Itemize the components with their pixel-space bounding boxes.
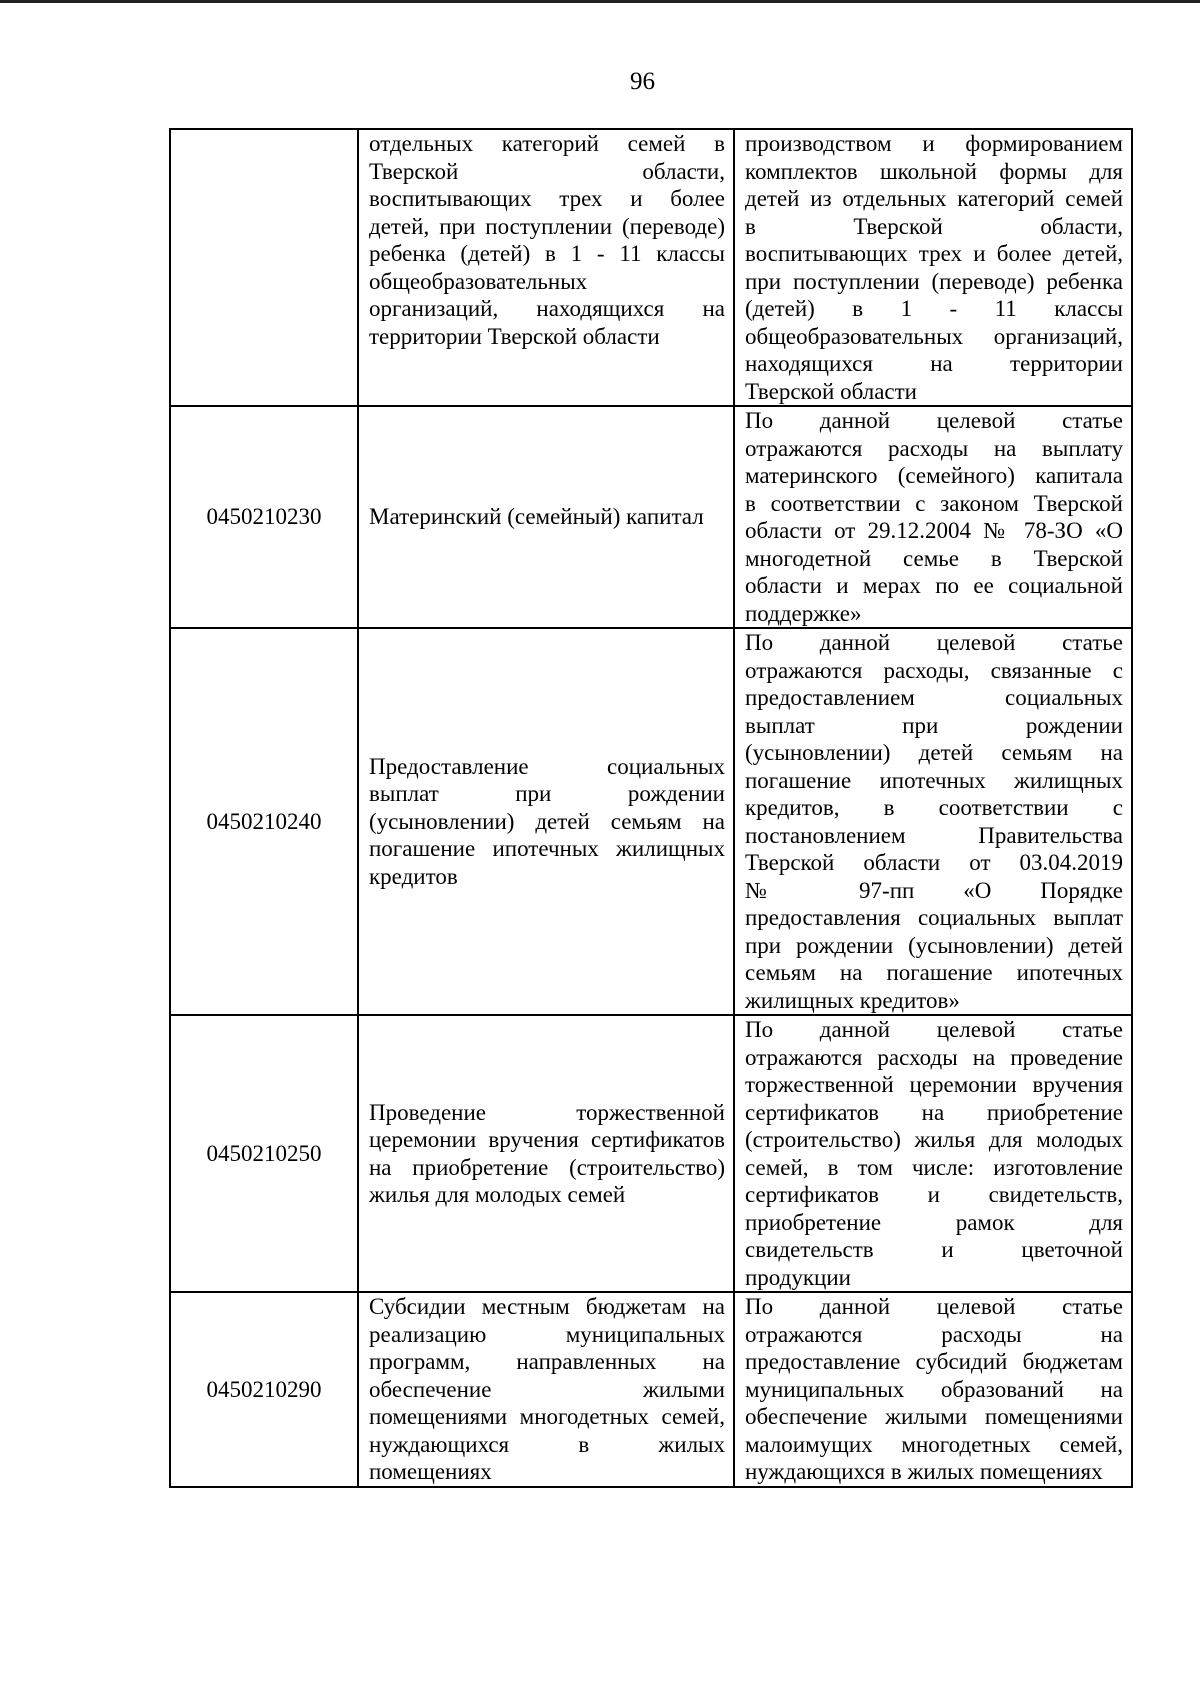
- description-line: (усыновлении) детей семьям на: [745, 740, 1123, 765]
- target-article-code: 0450210250: [170, 1015, 358, 1292]
- description-line: погашение ипотечных жилищных: [745, 767, 1123, 793]
- table-row: [170, 1015, 1132, 1292]
- table-row: [170, 1292, 1132, 1487]
- description-line: отражаются расходы, связанные с: [745, 657, 1123, 683]
- name-line: жилья для молодых семей: [369, 1182, 626, 1207]
- description-line: находящихся на территории: [745, 351, 1123, 376]
- name-line: детей, при поступлении (переводе): [369, 213, 725, 239]
- target-article-name: [358, 628, 734, 1015]
- description-line: комплектов школьной формы для: [745, 158, 1123, 184]
- table-body: [170, 129, 1132, 1487]
- description-line: продукции: [745, 1264, 851, 1290]
- description-line: обеспечение жилыми помещениями: [745, 1404, 1123, 1429]
- target-article-description: [734, 406, 1132, 628]
- name-line: Предоставление социальных: [369, 753, 725, 779]
- target-article-description: [734, 628, 1132, 1015]
- description-line: предоставлением социальных: [745, 685, 1123, 710]
- target-article-description: [734, 1015, 1132, 1292]
- description-line: (строительство) жилья для молодых: [745, 1127, 1123, 1152]
- description-line: выплат при рождении: [745, 712, 1123, 738]
- target-article-description: [734, 1292, 1132, 1487]
- description-line: в Тверской области,: [745, 213, 1123, 239]
- description-line: сертификатов на приобретение: [745, 1099, 1123, 1125]
- description-line: По данной целевой статье: [745, 1017, 1123, 1042]
- description-line: детей из отдельных категорий семей: [745, 186, 1123, 211]
- page-number: 96: [630, 68, 655, 95]
- description-line: поддержке»: [745, 600, 862, 626]
- name-line: церемонии вручения сертификатов: [369, 1127, 725, 1152]
- description-line: нуждающихся в жилых помещениях: [745, 1459, 1103, 1484]
- name-line: ребенка (детей) в 1 - 11 классы: [369, 241, 725, 266]
- name-line: нуждающихся в жилых: [369, 1431, 725, 1457]
- table-row: [170, 628, 1132, 1015]
- description-line: свидетельств и цветочной: [745, 1237, 1123, 1262]
- description-line: сертификатов и свидетельств,: [745, 1182, 1123, 1207]
- target-article-name: [358, 1292, 734, 1487]
- description-line: области и мерах по ее социальной: [745, 573, 1123, 598]
- name-line: Субсидии местным бюджетам на: [369, 1294, 725, 1319]
- scan-top-border: [0, 0, 1200, 3]
- description-line: общеобразовательных организаций,: [745, 323, 1123, 349]
- name-line: территории Тверской области: [369, 323, 660, 349]
- description-line: Тверской области от 03.04.2019: [745, 850, 1123, 875]
- name-line: Материнский (семейный) капитал: [369, 504, 704, 530]
- description-line: По данной целевой статье: [745, 1294, 1123, 1319]
- description-line: области от 29.12.2004 № 78-ЗО «О: [745, 518, 1123, 543]
- budget-classification-table: [169, 128, 1133, 1488]
- description-line: семьям на погашение ипотечных: [745, 960, 1123, 985]
- name-line: воспитывающих трех и более: [369, 186, 725, 211]
- table-row: [170, 129, 1132, 406]
- description-line: муниципальных образований на: [745, 1376, 1123, 1402]
- target-article-code: 0450210240: [170, 628, 358, 1015]
- name-line: кредитов: [369, 863, 458, 889]
- name-line: обеспечение жилыми: [369, 1376, 725, 1402]
- name-line: реализацию муниципальных: [369, 1321, 725, 1347]
- name-line: погашение ипотечных жилищных: [369, 836, 725, 862]
- target-article-description: [734, 129, 1132, 406]
- description-line: По данной целевой статье: [745, 630, 1123, 655]
- description-line: малоимущих многодетных семей,: [745, 1431, 1123, 1457]
- name-line: Тверской области,: [369, 158, 725, 184]
- description-line: № 97-пп «О Порядке: [745, 877, 1123, 903]
- name-line: выплат при рождении: [369, 781, 725, 807]
- description-line: предоставления социальных выплат: [745, 905, 1123, 930]
- target-article-name: [358, 129, 734, 406]
- description-line: жилищных кредитов»: [745, 987, 960, 1013]
- description-line: (детей) в 1 - 11 классы: [745, 296, 1123, 321]
- description-line: семей, в том числе: изготовление: [745, 1154, 1123, 1180]
- target-article-code: [170, 129, 358, 406]
- description-line: отражаются расходы на: [745, 1321, 1123, 1347]
- target-article-name: [358, 406, 734, 628]
- description-line: в соответствии с законом Тверской: [745, 490, 1123, 516]
- description-line: торжественной церемонии вручения: [745, 1072, 1123, 1097]
- name-line: организаций, находящихся на: [369, 296, 725, 321]
- description-line: производством и формированием: [745, 131, 1123, 156]
- description-line: материнского (семейного) капитала: [745, 463, 1123, 488]
- table-row: [170, 406, 1132, 628]
- description-line: отражаются расходы на выплату: [745, 435, 1123, 461]
- description-line: постановлением Правительства: [745, 822, 1123, 848]
- target-article-code: 0450210230: [170, 406, 358, 628]
- description-line: при рождении (усыновлении) детей: [745, 932, 1123, 958]
- description-line: Тверской области: [745, 378, 917, 404]
- name-line: (усыновлении) детей семьям на: [369, 808, 725, 834]
- description-line: при поступлении (переводе) ребенка: [745, 268, 1123, 294]
- description-line: По данной целевой статье: [745, 408, 1123, 433]
- name-line: Проведение торжественной: [369, 1099, 725, 1125]
- name-line: отдельных категорий семей в: [369, 131, 725, 156]
- name-line: помещениях: [369, 1459, 492, 1484]
- description-line: приобретение рамок для: [745, 1209, 1123, 1235]
- description-line: многодетной семье в Тверской: [745, 545, 1123, 571]
- name-line: помещениями многодетных семей,: [369, 1404, 725, 1429]
- description-line: предоставление субсидий бюджетам: [745, 1349, 1123, 1374]
- description-line: воспитывающих трех и более детей,: [745, 241, 1123, 266]
- name-line: на приобретение (строительство): [369, 1154, 725, 1180]
- target-article-code: 0450210290: [170, 1292, 358, 1487]
- description-line: кредитов, в соответствии с: [745, 795, 1123, 820]
- name-line: общеобразовательных: [369, 268, 588, 294]
- name-line: программ, направленных на: [369, 1349, 725, 1374]
- target-article-name: [358, 1015, 734, 1292]
- description-line: отражаются расходы на проведение: [745, 1044, 1123, 1070]
